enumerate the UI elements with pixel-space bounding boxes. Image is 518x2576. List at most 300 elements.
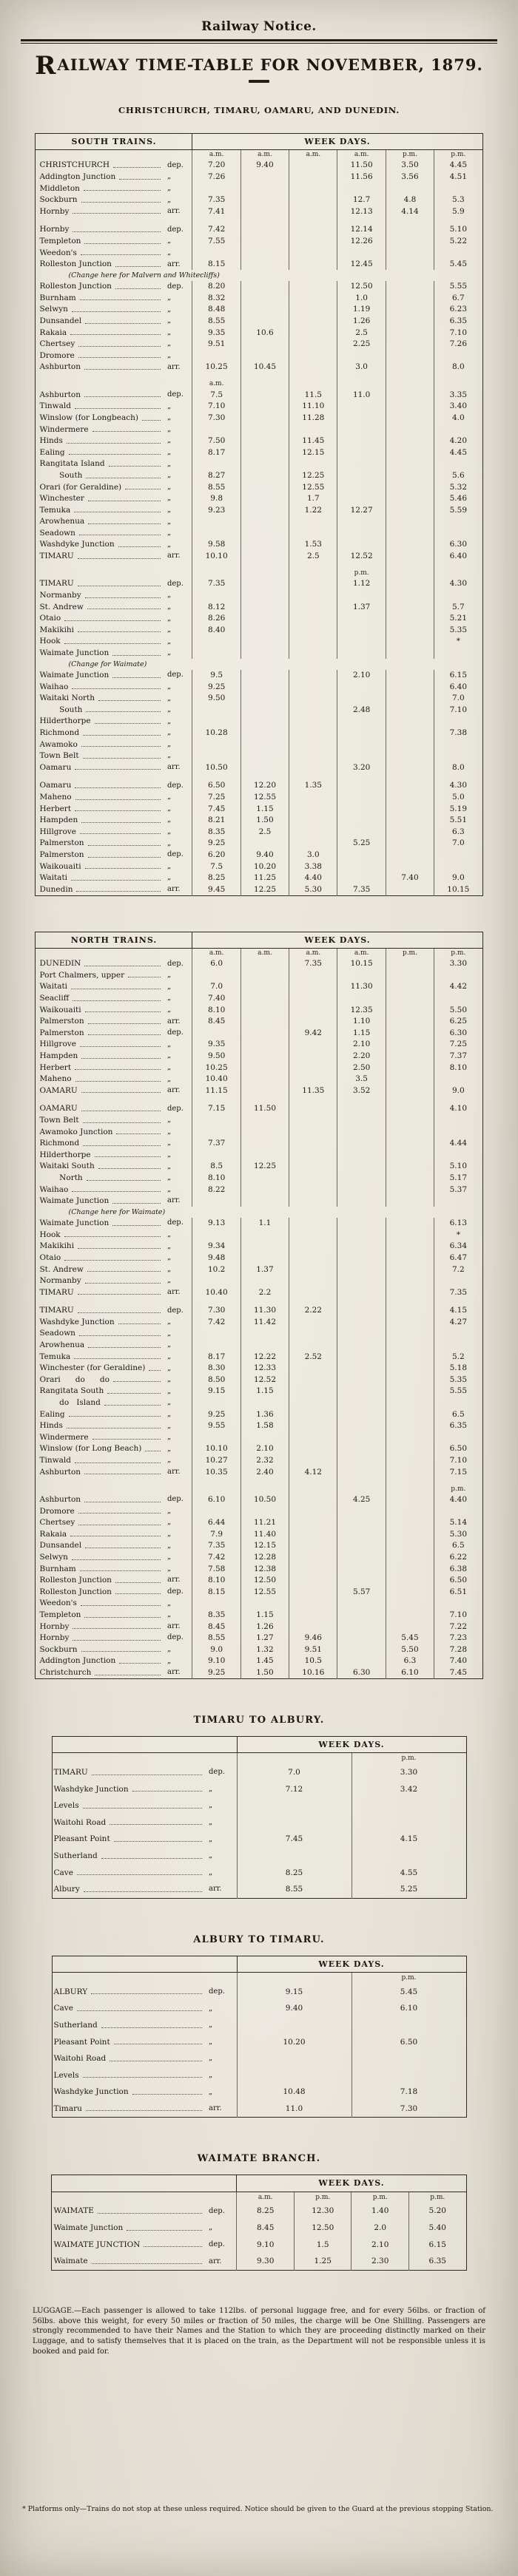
time-cell xyxy=(386,750,434,762)
dot-leader xyxy=(85,1011,161,1012)
dot-leader xyxy=(81,822,161,823)
time-cell: 5.14 xyxy=(434,1517,482,1529)
table-row xyxy=(52,2034,466,2051)
railway-notice-heading: Railway Notice. xyxy=(201,19,317,34)
time-cell: 7.45 xyxy=(434,1667,482,1678)
table-row xyxy=(36,493,482,505)
table-row xyxy=(36,681,482,693)
time-cell xyxy=(386,1172,434,1184)
time-cell xyxy=(240,838,289,850)
dot-leader xyxy=(116,1133,161,1134)
time-cell: 12.50 xyxy=(294,2220,352,2237)
time-cell: 2.50 xyxy=(337,1062,386,1074)
time-cell: 8.25 xyxy=(237,2203,295,2220)
station-name: Dunsandel xyxy=(39,1541,82,1550)
dep-arr-label: arr. xyxy=(166,1576,181,1584)
dep-arr-label: dep. xyxy=(166,1306,184,1315)
time-cell xyxy=(192,1229,240,1241)
time-cell xyxy=(337,590,386,602)
dot-leader xyxy=(81,254,161,255)
station-name: Waitohi Road xyxy=(53,2054,107,2064)
time-cell: 8.55 xyxy=(237,1881,352,1898)
time-cell xyxy=(434,739,482,750)
time-cell xyxy=(386,424,434,435)
time-cell xyxy=(192,648,240,660)
time-cell xyxy=(386,1609,434,1621)
time-cell: 4.45 xyxy=(434,447,482,458)
time-cell xyxy=(337,1196,386,1207)
station-name: Weedon's xyxy=(39,1599,77,1608)
time-cell xyxy=(192,1598,240,1610)
station-name: Hook xyxy=(39,1230,61,1239)
time-cell xyxy=(240,481,289,493)
time-cell xyxy=(240,1328,289,1340)
time-cell: 5.2 xyxy=(434,1351,482,1363)
table-row xyxy=(36,236,482,248)
time-cell xyxy=(337,1609,386,1621)
dot-leader xyxy=(73,1628,161,1629)
time-cell xyxy=(289,1275,337,1287)
time-cell xyxy=(192,1298,240,1305)
time-cell: 6.50 xyxy=(352,2034,466,2051)
table-row xyxy=(36,401,482,413)
time-cell: 8.20 xyxy=(192,281,240,293)
table-row xyxy=(52,1781,466,1798)
time-cell: * xyxy=(434,1229,482,1241)
time-cell xyxy=(434,1598,482,1610)
time-cell: 9.42 xyxy=(289,1027,337,1039)
time-cell xyxy=(386,1161,434,1173)
time-cell xyxy=(289,1126,337,1138)
dot-leader xyxy=(115,266,161,267)
table-row xyxy=(36,993,482,1005)
time-cell: 7.26 xyxy=(192,172,240,183)
section-heading: WAIMATE BRANCH. xyxy=(197,2153,321,2165)
time-cell: 5.20 xyxy=(408,2203,466,2220)
time-cell xyxy=(289,247,337,259)
time-cell: 7.30 xyxy=(192,412,240,424)
time-cell xyxy=(434,350,482,362)
time-cell xyxy=(337,1172,386,1184)
table-row xyxy=(36,636,482,648)
time-cell: 8.48 xyxy=(192,304,240,316)
time-cell: 11.35 xyxy=(289,1085,337,1097)
time-cell: 1.15 xyxy=(240,1386,289,1397)
units-row xyxy=(52,2192,466,2203)
time-cell xyxy=(240,401,289,413)
time-cell: 3.38 xyxy=(289,861,337,872)
table-row xyxy=(36,1062,482,1074)
station-row-inner xyxy=(39,1622,164,1632)
table-row xyxy=(36,350,482,362)
time-cell xyxy=(289,1218,337,1230)
dep-arr-label: „ xyxy=(166,1074,172,1083)
time-cell xyxy=(337,872,386,884)
station-cell xyxy=(36,1275,166,1287)
dot-leader xyxy=(64,1236,161,1237)
time-cell: 1.25 xyxy=(294,2253,352,2270)
time-cell: 5.19 xyxy=(434,803,482,815)
weekdays-cell: WEEK DAYS. xyxy=(237,1956,466,1972)
time-cell: 5.7 xyxy=(434,601,482,613)
time-cell xyxy=(386,1466,434,1478)
dep-arr-label: „ xyxy=(166,1116,172,1125)
time-cell: 7.0 xyxy=(434,693,482,705)
time-cell xyxy=(192,1097,240,1103)
time-cell xyxy=(386,1074,434,1085)
time-cell xyxy=(434,849,482,861)
station-cell xyxy=(36,613,166,625)
station-cell xyxy=(36,194,166,206)
station-name: Normanby xyxy=(39,591,81,600)
time-cell xyxy=(289,236,337,248)
time-cell xyxy=(240,727,289,739)
station-name: Rolleston Junction xyxy=(39,1587,112,1596)
station-cell xyxy=(36,1016,166,1028)
station-cell xyxy=(36,803,166,815)
time-cell xyxy=(386,470,434,481)
station-name: TIMARU xyxy=(53,1767,88,1777)
table-row xyxy=(36,578,482,590)
table-row xyxy=(36,1085,482,1097)
time-cell xyxy=(352,1848,466,1865)
station-name: Rangitata South xyxy=(39,1386,104,1396)
units-row xyxy=(52,1972,466,1983)
station-cell xyxy=(36,1517,166,1529)
station-row-inner xyxy=(39,1518,164,1528)
station-row-inner xyxy=(39,781,164,790)
time-cell xyxy=(240,636,289,648)
time-cell: 11.50 xyxy=(337,160,386,172)
table-row xyxy=(36,1455,482,1467)
time-cell xyxy=(289,1586,337,1598)
dep-arr-label: „ xyxy=(166,195,172,204)
station-row-inner xyxy=(39,436,164,446)
station-row-inner xyxy=(39,260,164,269)
time-cell xyxy=(337,815,386,827)
time-cell: 5.25 xyxy=(337,838,386,850)
station-cell xyxy=(36,1478,166,1485)
time-cell xyxy=(386,562,434,569)
station-cell xyxy=(36,1363,166,1375)
time-unit: p.m. xyxy=(352,2192,409,2203)
table-row xyxy=(36,281,482,293)
station-row-inner xyxy=(39,282,164,291)
time-cell xyxy=(337,1097,386,1103)
time-cell xyxy=(386,259,434,271)
station-cell xyxy=(36,1494,166,1506)
time-cell: 8.35 xyxy=(192,826,240,838)
time-cell xyxy=(289,636,337,648)
dot-leader xyxy=(75,810,161,811)
time-cell xyxy=(240,693,289,705)
dot-leader xyxy=(75,1069,161,1070)
time-cell: 11.15 xyxy=(192,1085,240,1097)
station-row-inner xyxy=(39,1398,164,1408)
station-cell xyxy=(36,1351,166,1363)
time-cell xyxy=(386,362,434,373)
dot-leader xyxy=(78,1294,161,1295)
dot-leader xyxy=(88,857,161,858)
station-cell xyxy=(36,1062,166,1074)
dep-arr-label: dep. xyxy=(166,850,184,859)
time-cell xyxy=(192,716,240,728)
dot-leader xyxy=(115,288,161,289)
table-head xyxy=(52,1737,466,1764)
station-name: Hampden xyxy=(39,816,78,825)
time-cell: 5.37 xyxy=(434,1184,482,1196)
dep-arr-label: arr. xyxy=(166,552,181,560)
time-cell xyxy=(192,1340,240,1352)
time-cell xyxy=(337,1305,386,1317)
station-row-inner xyxy=(39,362,164,372)
time-cell xyxy=(386,435,434,447)
station-row-inner xyxy=(54,2104,206,2114)
time-cell xyxy=(240,993,289,1005)
station-row-inner xyxy=(39,1541,164,1550)
station-row-inner xyxy=(39,862,164,872)
time-cell xyxy=(237,2067,352,2084)
time-cell: 7.35 xyxy=(192,194,240,206)
station-row-inner xyxy=(54,1851,206,1861)
time-cell xyxy=(386,412,434,424)
time-cell xyxy=(240,458,289,470)
time-cell xyxy=(434,1097,482,1103)
station-row-inner xyxy=(39,1139,164,1148)
units-row xyxy=(36,948,482,957)
time-cell xyxy=(337,791,386,803)
station-row-inner xyxy=(39,1410,164,1420)
time-cell xyxy=(192,562,240,569)
station-name: Temuka xyxy=(39,505,71,515)
time-unit: a.m. xyxy=(192,379,240,389)
dep-arr-label: „ xyxy=(166,1409,172,1418)
time-cell xyxy=(386,727,434,739)
time-unit: a.m. xyxy=(289,150,337,160)
weekdays-cell: WEEK DAYS. xyxy=(237,1737,466,1753)
time-cell xyxy=(192,1275,240,1287)
time-cell xyxy=(240,350,289,362)
dot-leader xyxy=(84,1617,161,1618)
time-cell xyxy=(289,1575,337,1587)
table-row xyxy=(36,247,482,259)
dep-arr-label: dep. xyxy=(166,959,184,968)
dep-arr-label: „ xyxy=(166,1276,172,1285)
time-cell xyxy=(386,493,434,505)
table-row xyxy=(36,1563,482,1575)
station-row-inner xyxy=(54,1801,206,1811)
time-cell xyxy=(434,993,482,1005)
time-cell xyxy=(386,1328,434,1340)
time-cell: 8.10 xyxy=(192,1004,240,1016)
time-cell xyxy=(192,183,240,194)
time-cell xyxy=(386,551,434,563)
time-cell: 2.2 xyxy=(240,1287,289,1298)
station-cell xyxy=(36,1328,166,1340)
time-cell xyxy=(289,750,337,762)
time-cell xyxy=(240,590,289,602)
table-row xyxy=(36,424,482,435)
section-heading: TIMARU TO ALBURY. xyxy=(193,1715,325,1726)
dep-arr-label: „ xyxy=(166,971,172,980)
time-cell xyxy=(240,1184,289,1196)
time-cell xyxy=(337,1563,386,1575)
time-cell xyxy=(386,1316,434,1328)
dot-leader xyxy=(83,2077,202,2078)
station-cell xyxy=(36,872,166,884)
station-cell xyxy=(36,1397,166,1409)
station-cell xyxy=(36,1085,166,1097)
time-cell xyxy=(240,373,289,379)
time-cell xyxy=(386,292,434,304)
time-cell: 9.25 xyxy=(192,1667,240,1678)
station-cell xyxy=(36,1184,166,1196)
time-cell xyxy=(289,969,337,981)
station-row-inner xyxy=(54,1868,206,1878)
time-cell: 11.0 xyxy=(237,2101,352,2118)
time-cell xyxy=(289,183,337,194)
time-unit xyxy=(337,1485,386,1494)
station-name: Sutherland xyxy=(53,1851,98,1860)
time-cell: 4.42 xyxy=(434,981,482,993)
station-cell xyxy=(36,1551,166,1563)
dep-arr-label: dep. xyxy=(166,1633,184,1642)
time-cell: 7.23 xyxy=(434,1633,482,1644)
dep-arr-label: „ xyxy=(166,1005,172,1014)
time-cell xyxy=(289,562,337,569)
dep-arr-label: „ xyxy=(166,459,172,468)
time-cell xyxy=(337,1149,386,1161)
time-cell xyxy=(289,281,337,293)
station-row-inner xyxy=(39,1375,164,1385)
time-cell xyxy=(386,1386,434,1397)
time-cell: 6.30 xyxy=(337,1667,386,1678)
time-cell: 3.40 xyxy=(434,401,482,413)
table-row xyxy=(52,1881,466,1898)
time-unit xyxy=(192,1485,240,1494)
station-name: Hook xyxy=(39,637,61,646)
time-cell xyxy=(386,316,434,328)
table-row xyxy=(36,194,482,206)
time-cell: 3.35 xyxy=(434,389,482,401)
time-cell xyxy=(240,1241,289,1253)
station-cell xyxy=(36,826,166,838)
dep-arr-label: „ xyxy=(166,739,172,748)
time-cell: 4.8 xyxy=(386,194,434,206)
dot-leader xyxy=(118,1323,161,1324)
time-cell: 5.57 xyxy=(337,1586,386,1598)
station-name: Town Belt xyxy=(39,1116,79,1125)
station-name: Hillgrove xyxy=(39,1040,76,1049)
time-cell xyxy=(240,339,289,350)
time-cell xyxy=(289,613,337,625)
time-unit: p.m. xyxy=(352,1753,466,1764)
time-cell: 12.26 xyxy=(337,236,386,248)
time-cell xyxy=(434,750,482,762)
station-name: Dunsandel xyxy=(39,316,82,325)
station-name: Selwyn xyxy=(39,1552,68,1562)
time-cell xyxy=(289,693,337,705)
table-row xyxy=(36,1275,482,1287)
time-cell: 7.12 xyxy=(237,1781,352,1798)
dot-leader xyxy=(149,1370,161,1371)
time-cell xyxy=(434,458,482,470)
time-cell: 1.27 xyxy=(240,1633,289,1644)
station-row-inner xyxy=(39,172,164,182)
time-cell: 12.45 xyxy=(337,259,386,271)
table-row xyxy=(36,1540,482,1552)
time-cell: 8.12 xyxy=(192,601,240,613)
station-row-inner xyxy=(39,637,164,646)
time-cell xyxy=(337,470,386,481)
time-cell: 9.50 xyxy=(192,693,240,705)
station-row-inner xyxy=(53,2223,206,2233)
time-cell xyxy=(237,1797,352,1814)
time-cell xyxy=(289,1115,337,1127)
section-title-cell xyxy=(52,1737,237,1753)
station-row-inner xyxy=(39,160,164,170)
dot-leader xyxy=(69,1416,161,1417)
time-cell xyxy=(434,516,482,528)
time-cell: 10.25 xyxy=(192,1062,240,1074)
station-name: Templeton xyxy=(39,237,81,246)
dep-arr-label: dep. xyxy=(166,1028,184,1037)
time-unit xyxy=(386,379,434,389)
table-row xyxy=(52,2237,466,2254)
dot-leader xyxy=(83,758,161,759)
time-cell xyxy=(434,1115,482,1127)
station-name: Rakaia xyxy=(39,1529,67,1539)
time-cell: 5.46 xyxy=(434,493,482,505)
time-cell xyxy=(240,316,289,328)
dot-leader xyxy=(112,655,161,656)
time-cell: 4.51 xyxy=(434,172,482,183)
time-cell xyxy=(337,1115,386,1127)
station-name: Waimate Junction xyxy=(39,648,110,658)
station-name: Arowhenua xyxy=(39,1340,85,1350)
station-cell xyxy=(36,247,166,259)
time-cell xyxy=(386,304,434,316)
dep-arr-label: „ xyxy=(166,1241,172,1250)
time-cell xyxy=(386,183,434,194)
station-name: Hornby xyxy=(39,1621,70,1631)
time-cell xyxy=(337,1264,386,1275)
time-cell: 9.34 xyxy=(192,1241,240,1253)
block-gap xyxy=(36,373,482,379)
time-cell xyxy=(289,1478,337,1485)
time-cell xyxy=(434,969,482,981)
dep-arr-label: „ xyxy=(166,1340,172,1349)
dot-leader xyxy=(78,357,161,358)
station-name: Ashburton xyxy=(39,1467,81,1477)
station-cell xyxy=(36,292,166,304)
time-cell: 4.30 xyxy=(434,578,482,590)
time-cell: 12.13 xyxy=(337,206,386,217)
dot-leader xyxy=(84,1891,202,1892)
station-row-inner xyxy=(39,838,164,848)
station-cell xyxy=(52,1814,207,1831)
time-cell xyxy=(289,259,337,271)
time-cell: 5.45 xyxy=(434,259,482,271)
dep-arr-label: „ xyxy=(209,1784,213,1793)
time-cell xyxy=(386,1229,434,1241)
time-cell: 1.40 xyxy=(352,2203,409,2220)
station-cell xyxy=(36,780,166,792)
units-row xyxy=(36,569,482,578)
section-title-cell xyxy=(52,2175,237,2192)
time-cell: 8.17 xyxy=(192,447,240,458)
time-cell: 10.45 xyxy=(240,362,289,373)
